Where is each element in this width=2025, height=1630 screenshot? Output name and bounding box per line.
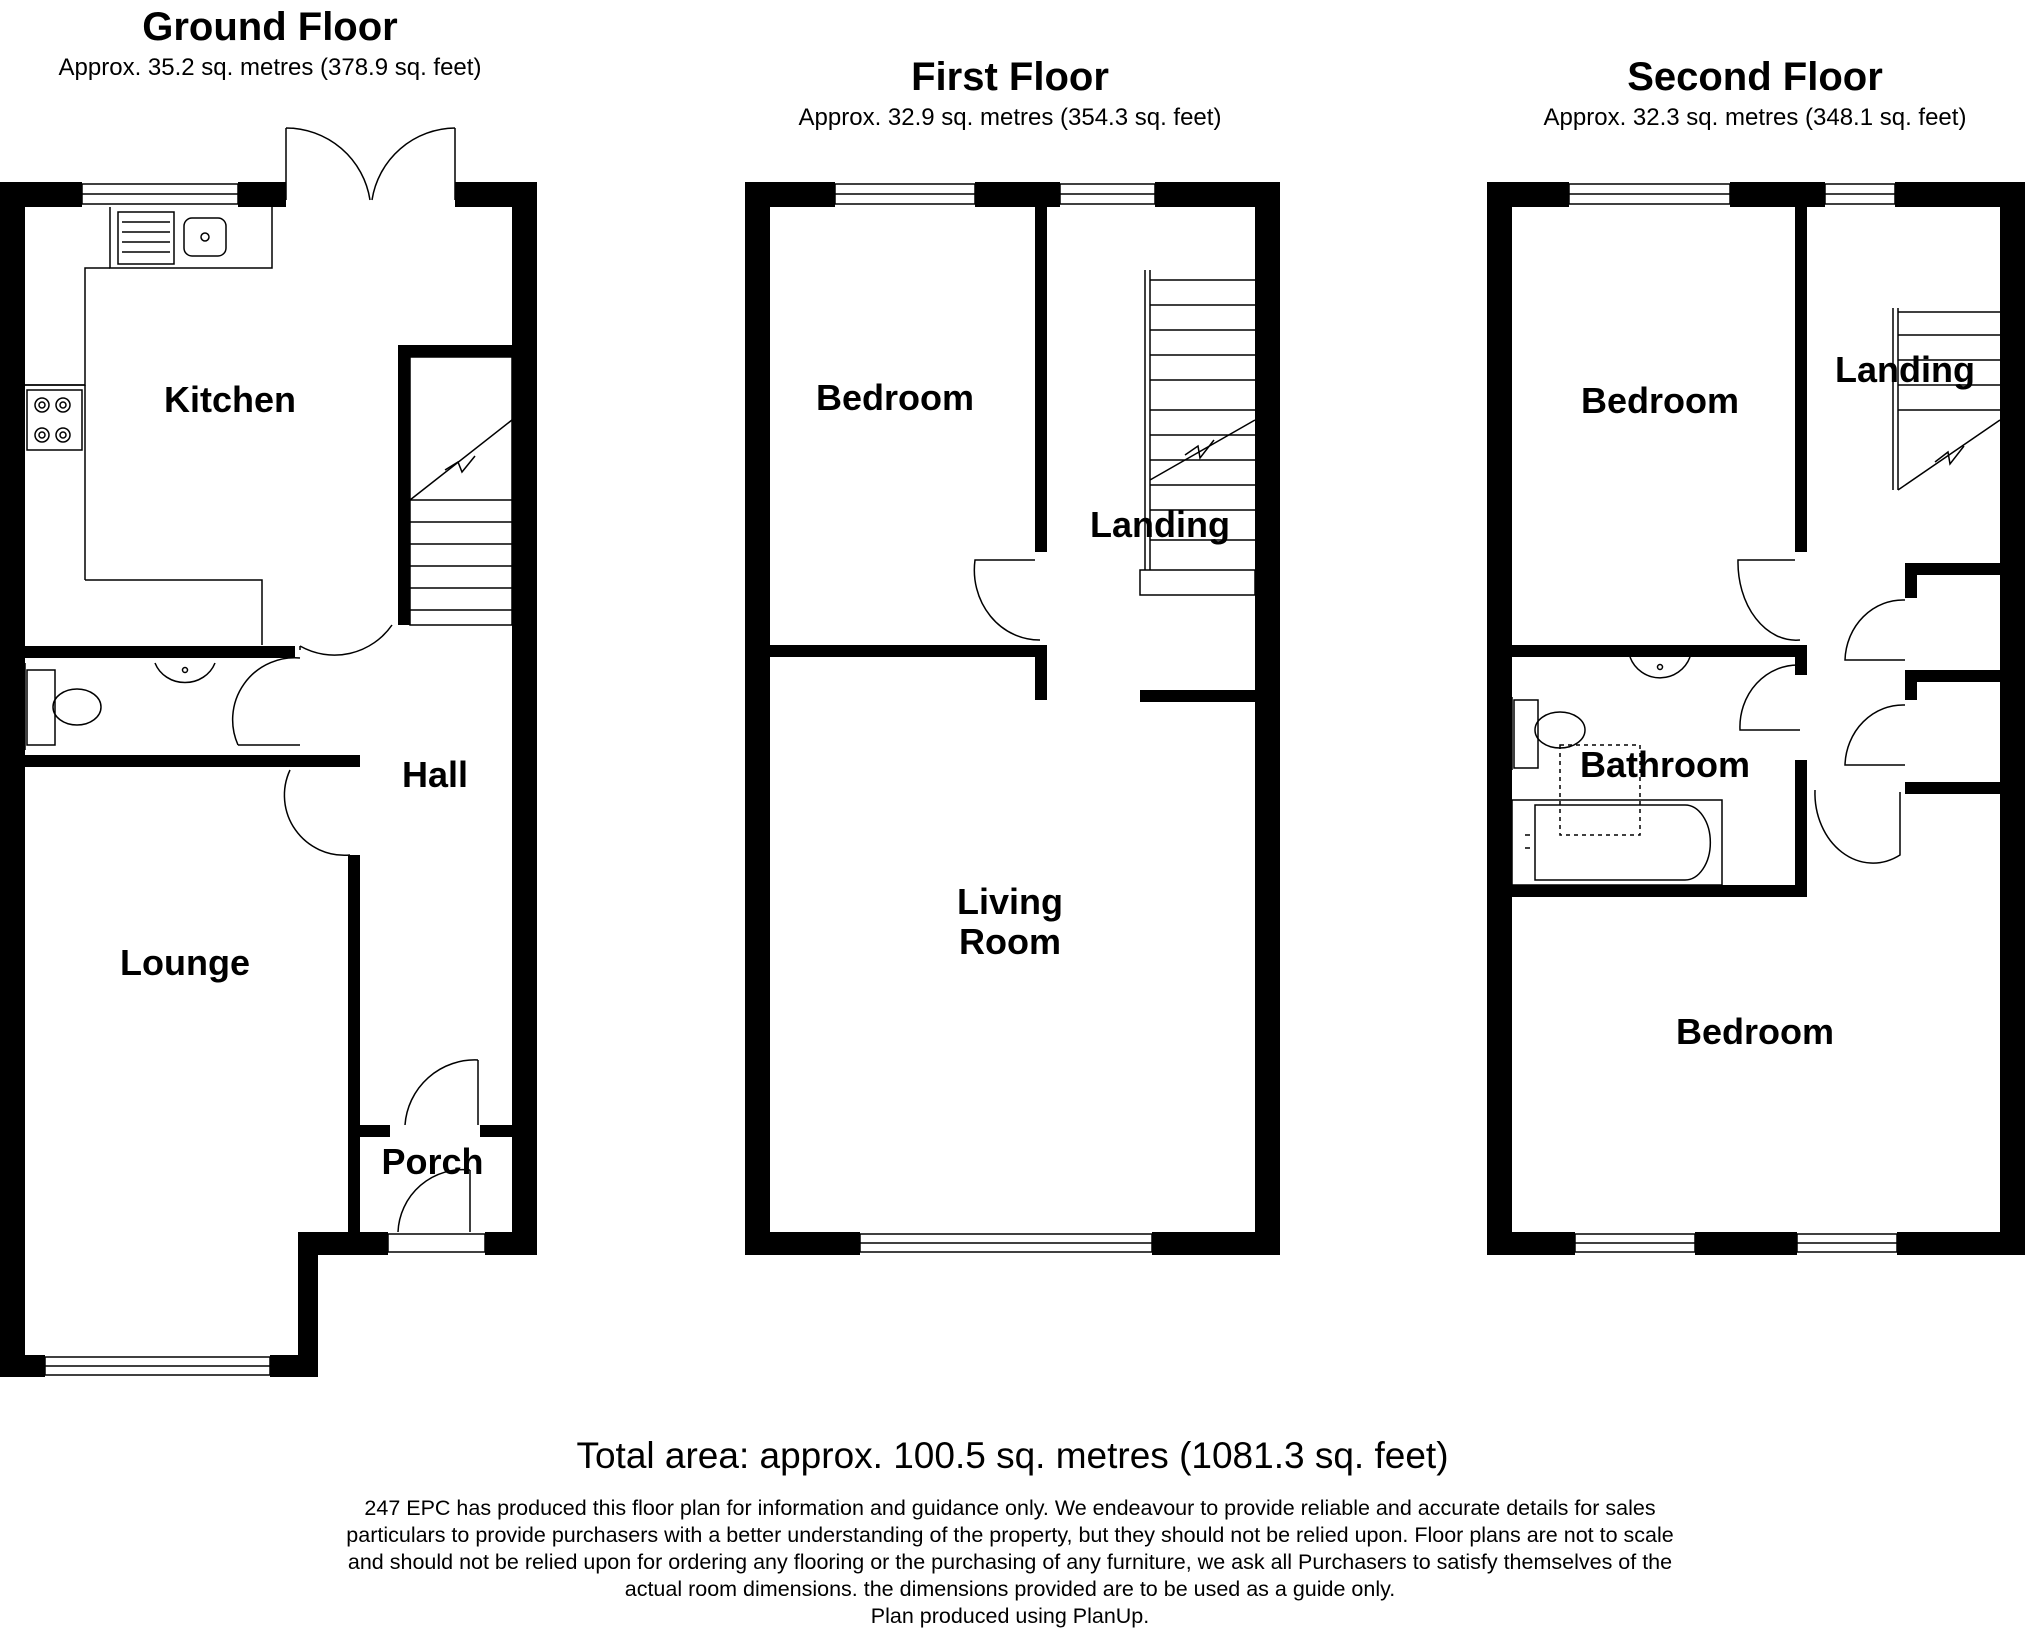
first-floor-area: Approx. 32.9 sq. metres (354.3 sq. feet)	[798, 104, 1222, 131]
room-label-lounge: Lounge	[120, 942, 250, 983]
room-label-kitchen: Kitchen	[163, 379, 296, 420]
disclaimer-line-3: and should not be relied upon for ordering any flooring or the purchasing of any furniture, we ask all Purchasers to satisfy themselves of the	[347, 1550, 1673, 1574]
room-label-bathroom: Bathroom	[1580, 744, 1750, 785]
living-room-line2: Room	[959, 921, 1061, 962]
living-room-line1: Living	[957, 881, 1063, 922]
second-floor-title: Second Floor	[1627, 55, 1883, 99]
ground-floor-fittings	[25, 128, 512, 1375]
room-label-porch: Porch	[381, 1141, 484, 1182]
disclaimer-line-4: actual room dimensions. the dimensions provided are to be used as a guide only.	[624, 1577, 1396, 1601]
ground-floor-title: Ground Floor	[142, 5, 398, 49]
room-label-hall: Hall	[401, 754, 469, 795]
total-area: Total area: approx. 100.5 sq. metres (1081.3 sq. feet)	[576, 1435, 1449, 1476]
ground-floor-area: Approx. 35.2 sq. metres (378.9 sq. feet)	[58, 54, 482, 81]
room-label-living-room	[900, 882, 1120, 962]
room-label-second-landing: Landing	[1835, 349, 1975, 390]
first-floor-walls	[745, 182, 1280, 1255]
disclaimer-line-2: particulars to provide purchasers with a better understanding of the property, but they should not be relied upon. Floor plans are not to scale	[346, 1523, 1674, 1547]
disclaimer-line-1: 247 EPC has produced this floor plan for information and guidance only. We endeavour to provide reliable and accurate details for sales	[364, 1496, 1656, 1520]
second-floor-walls	[1487, 182, 2025, 1255]
room-label-second-bedroom-bottom: Bedroom	[1675, 1011, 1834, 1052]
room-label-first-landing: Landing	[1090, 504, 1230, 545]
disclaimer	[270, 1495, 1750, 1630]
second-floor-fittings	[1512, 184, 2000, 1252]
room-label-second-bedroom-top: Bedroom	[1580, 380, 1739, 421]
first-floor-title: First Floor	[911, 55, 1109, 99]
second-floor-area: Approx. 32.3 sq. metres (348.1 sq. feet)	[1543, 104, 1967, 131]
room-label-first-bedroom: Bedroom	[815, 377, 974, 418]
disclaimer-line-5: Plan produced using PlanUp.	[870, 1604, 1150, 1628]
